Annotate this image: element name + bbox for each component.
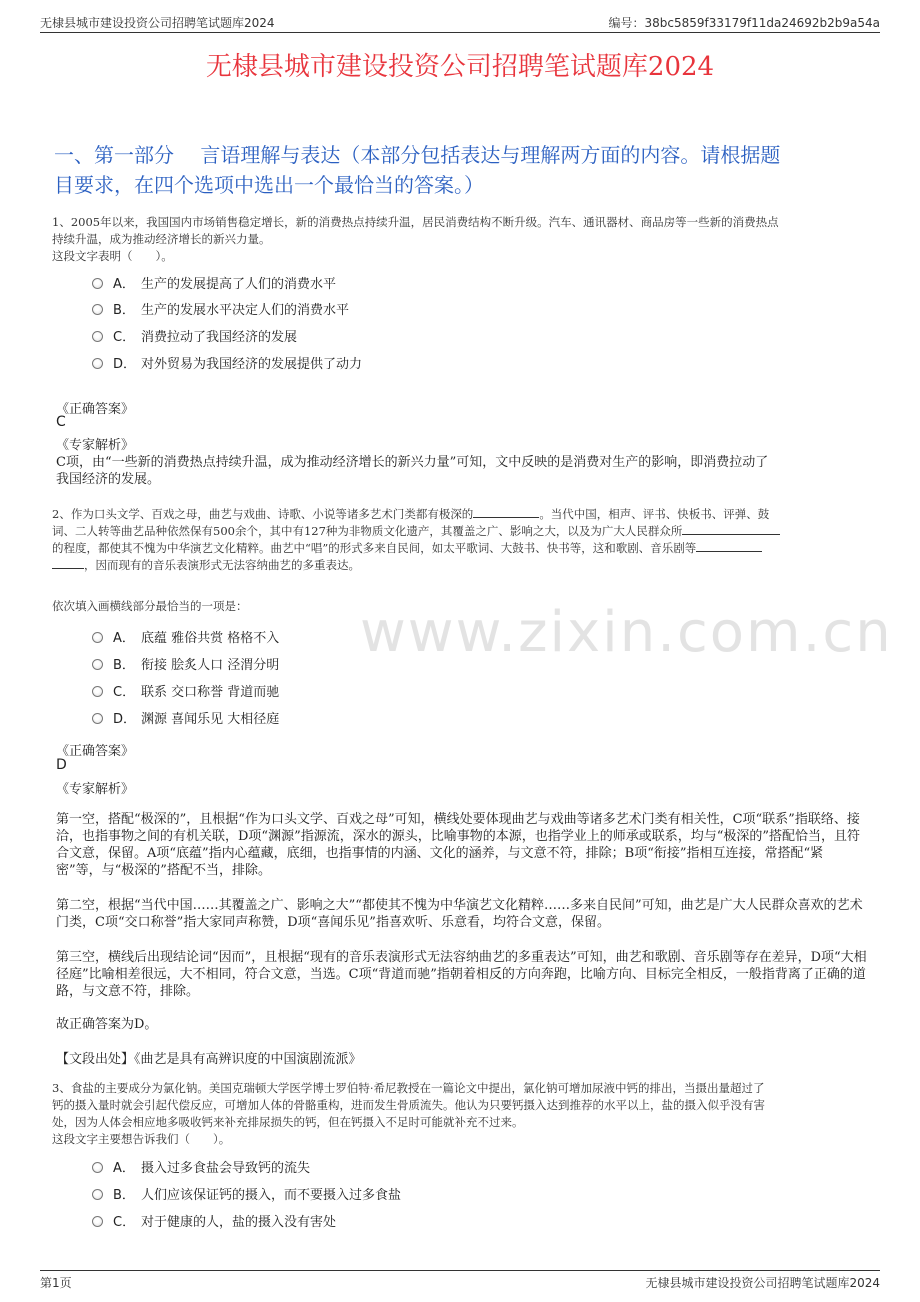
header-left-text: 无棣县城市建设投资公司招聘笔试题库2024: [40, 16, 275, 30]
page-title: 无棣县城市建设投资公司招聘笔试题库2024: [205, 52, 715, 82]
question-2-option-d[interactable]: D． 渊源 喜闻乐见 大相径庭: [92, 711, 279, 729]
question-1-stem-line-1: 1、2005年以来，我国国内市场销售稳定增长，新的消费热点持续升温，居民消费结构不断升级。汽车、通讯器材、商品房等一些新的消费热点: [52, 215, 779, 229]
question-1-stem: [52, 214, 870, 265]
question-1-answer: C: [56, 414, 66, 430]
radio-icon[interactable]: [92, 331, 103, 342]
question-1-option-a[interactable]: A． 生产的发展提高了人们的消费水平: [92, 276, 336, 294]
radio-icon[interactable]: [92, 1216, 103, 1227]
question-2-conclusion: 故正确答案为D。: [56, 1017, 158, 1032]
question-3-stem: [52, 1080, 870, 1148]
radio-icon[interactable]: [92, 278, 103, 289]
question-1-prompt: 这段文字表明（ ）。: [52, 249, 173, 263]
question-3-stem-line-2: 钙的摄入量时就会引起代偿反应，可增加人体的骨骼重构，进而发生骨质流失。他认为只要钙摄入达到推荐的水平以上，盐的摄入似乎没有害: [52, 1098, 765, 1112]
question-3-option-a[interactable]: A． 摄入过多食盐会导致钙的流失: [92, 1160, 310, 1178]
fill-blank-2: [682, 523, 780, 535]
page-header: [40, 12, 880, 33]
radio-icon[interactable]: [92, 358, 103, 369]
question-2-analysis-blank-3: 第三空，横线后出现结论词“因而”，且根据“现有的音乐表演形式无法容纳曲艺的多重表达”可知，曲艺和歌剧、音乐剧等存在差异，D项“大相径庭”比喻相差很远，大不相同，符合文意，当选。C项“背道而驰”指朝着相反的方向奔跑，比喻方向、目标完全相反，一般指背离了正确的道路，与文意不符，排除。: [56, 950, 867, 999]
question-1-analysis-label: 《专家解析》: [56, 438, 135, 453]
question-2-source: 【文段出处】《曲艺是具有高辨识度的中国演剧流派》: [56, 1052, 362, 1067]
radio-icon[interactable]: [92, 713, 103, 724]
question-2-option-c[interactable]: C． 联系 交口称誉 背道而驰: [92, 684, 279, 702]
question-1-stem-line-2: 持续升温，成为推动经济增长的新兴力量。: [52, 232, 271, 246]
question-3-option-b[interactable]: B． 人们应该保证钙的摄入，而不要摄入过多食盐: [92, 1187, 401, 1205]
question-3-stem-line-3: 处，因为人体会相应地多吸收钙来补充排尿损失的钙，但在钙摄入不足时可能就补充不过来。: [52, 1115, 524, 1129]
radio-icon[interactable]: [92, 659, 103, 670]
radio-icon[interactable]: [92, 686, 103, 697]
question-2-analysis-blank-2: 第二空，根据“当代中国……其覆盖之广、影响之大”“都使其不愧为中华演艺文化精粹……多来自民间”可知，曲艺是广大人民群众喜欢的艺术门类，C项“交口称誉”指大家同声称赞，D项“喜闻乐见”指喜欢听、乐意看，均符合文意，保留。: [56, 898, 863, 930]
section-heading-line-2: 目要求，在四个选项中选出一个最恰当的答案。）: [54, 173, 484, 197]
radio-icon[interactable]: [92, 1189, 103, 1200]
question-2-answer: D: [56, 757, 67, 773]
header-document-id: 编号：38bc5859f33179f11da24692b2b9a54a: [608, 16, 880, 30]
question-2-answer-label: 《正确答案》: [56, 744, 135, 759]
radio-icon[interactable]: [92, 304, 103, 315]
question-1-option-c[interactable]: C． 消费拉动了我国经济的发展: [92, 329, 297, 347]
footer-title: 无棣县城市建设投资公司招聘笔试题库2024: [645, 1276, 880, 1290]
radio-icon[interactable]: [92, 632, 103, 643]
question-3-stem-line-1: 3、食盐的主要成分为氯化钠。美国克瑞顿大学医学博士罗伯特·希尼教授在一篇论文中提出，氯化钠可增加尿液中钙的排出，当摄出量超过了: [52, 1081, 765, 1095]
watermark: www.zixin.com.cn: [360, 600, 893, 665]
question-1-analysis: C项，由“一些新的消费热点持续升温，成为推动经济增长的新兴力量”可知，文中反映的是消费对生产的影响，即消费拉动了 我国经济的发展。: [56, 455, 769, 487]
fill-blank-1: [473, 506, 539, 518]
radio-icon[interactable]: [92, 1162, 103, 1173]
question-2-prompt: 依次填入画横线部分最恰当的一项是：: [52, 599, 248, 613]
fill-blank-3b: [52, 557, 84, 569]
question-1-answer-label: 《正确答案》: [56, 402, 135, 417]
question-2-analysis-blank-1: 第一空，搭配“极深的”，且根据“作为口头文学、百戏之母”可知，横线处要体现曲艺与戏曲等诸多艺术门类有相关性，C项“联系”指联络、接洽，也指事物之间的有机关联，D项“渊源”指源流，深水的源头，比喻事物的本源，也指学业上的师承或联系，均与“极深的”搭配恰当，且符合文意，保留。A项“底蕴”指内心蕴藏，底细，也指事情的内涵、文化的涵养，与文意不符，排除；B项“衔接”指相互连接，常搭配“紧密”等，与“极深的”搭配不当，排除。: [56, 812, 861, 878]
question-2-stem: 2、作为口头文学、百戏之母，曲艺与戏曲、诗歌、小说等诸多艺术门类都有极深的 。当代中国，相声、评书、快板书、评弹、鼓 词、二人转等曲艺品种依然保有500余个，其中有127种为非物质文化遗产，其覆盖之广、影响之大，以及为广大人民群众所 的程度，都使其不愧为中华演艺文化精粹。曲艺中“唱”的形式多来自民间，如太平歌词、大鼓书、快书等，这和歌剧、音乐剧等 ，因而现有的音乐表演形式无法容纳曲艺的多重表达。: [52, 506, 870, 574]
section-heading-line-1: 一、第一部分 言语理解与表达（本部分包括表达与理解两方面的内容。请根据题: [54, 143, 781, 167]
fill-blank-3a: [696, 540, 762, 552]
question-2-option-a[interactable]: A． 底蕴 雅俗共赏 格格不入: [92, 630, 279, 648]
question-2-option-b[interactable]: B． 衔接 脍炙人口 泾渭分明: [92, 657, 279, 675]
page-number: 第1页: [40, 1276, 72, 1290]
question-3-prompt: 这段文字主要想告诉我们（ ）。: [52, 1132, 231, 1146]
page-footer: [40, 1270, 880, 1291]
question-1-option-b[interactable]: B． 生产的发展水平决定人们的消费水平: [92, 302, 349, 320]
question-3-option-c[interactable]: C． 对于健康的人，盐的摄入没有害处: [92, 1214, 336, 1232]
question-2-analysis-label: 《专家解析》: [56, 782, 135, 797]
question-1-option-d[interactable]: D． 对外贸易为我国经济的发展提供了动力: [92, 356, 362, 374]
section-heading: [54, 140, 870, 200]
